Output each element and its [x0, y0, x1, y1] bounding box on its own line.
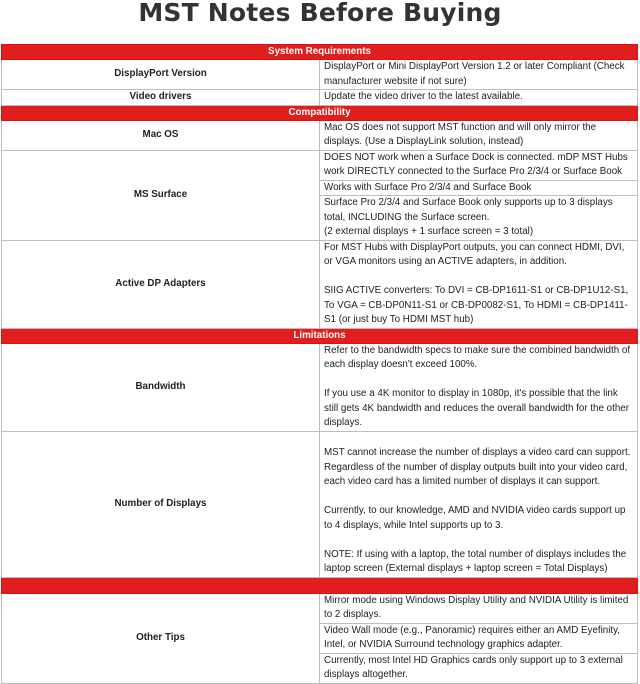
section-title: System Requirements [2, 45, 638, 60]
row-text: DisplayPort or Mini DisplayPort Version 1.2 or later Compliant (Check manufacturer website if not sure) [320, 60, 638, 90]
section-title: Compatibility [2, 105, 638, 120]
row-text: Surface Pro 2/3/4 and Surface Book only supports up to 3 displays total, INCLUDING the Surface screen. [324, 197, 613, 223]
row-text: MST cannot increase the number of displays a video card can support. Regardless of the number of display outputs built into your video card, each video card has a limited number of displays it can support. [324, 447, 631, 487]
row-text: (2 external displays + 1 surface screen = 3 total) [324, 226, 534, 237]
notes-table [1, 44, 638, 684]
row-text: Mac OS does not support MST function and will only mirror the displays. (Use a DisplayLink solution, instead) [320, 120, 638, 150]
row-text-block [320, 431, 638, 577]
row-text: DOES NOT work when a Surface Dock is connected. mDP MST Hubs work DIRECTLY connected to the Surface Pro 2/3/4 or Surface Book [320, 150, 638, 180]
section-header-limitations [2, 328, 638, 343]
row-label: Active DP Adapters [2, 240, 320, 328]
row-label: Bandwidth [2, 343, 320, 431]
page-title: MST Notes Before Buying [138, 0, 502, 27]
table-row-other-tips-1 [2, 593, 638, 623]
row-text: NOTE: If using with a laptop, the total number of displays includes the laptop screen (External displays + laptop screen = Total Displays) [324, 548, 627, 574]
row-text: SIIG ACTIVE converters: To DVI = CB-DP1611-S1 or CB-DP1U12-S1, To VGA = CB-DP0N11-S1 or CB-DP0082-S1, To HDMI = CB-DP1411-S1 (or just buy To HDMI MST hub) [324, 285, 629, 325]
table-row-ms-surface-1 [2, 150, 638, 180]
row-text: Update the video driver to the latest available. [320, 90, 638, 106]
row-text: Currently, most Intel HD Graphics cards only support up to 3 external displays altogether. [320, 653, 638, 683]
row-label: Mac OS [2, 120, 320, 150]
section-header-system-requirements [2, 45, 638, 60]
table-row-number-of-displays [2, 431, 638, 577]
section-header-blank [2, 577, 638, 593]
row-text: Refer to the bandwidth specs to make sure the combined bandwidth of each display doesn't exceed 100%. [324, 344, 631, 370]
row-label: Video drivers [2, 90, 320, 106]
row-text: Video Wall mode (e.g., Panoramic) requires either an AMD Eyefinity, Intel, or NVIDIA Surround technology graphics adapter. [320, 623, 638, 653]
row-text-block [320, 343, 638, 431]
row-text: If you use a 4K monitor to display in 1080p, it's possible that the link still gets 4K bandwidth and reduces the overall bandwidth for the other displays. [324, 388, 629, 428]
table-row-bandwidth [2, 343, 638, 431]
row-text-block [320, 240, 638, 328]
row-text-block [320, 196, 638, 241]
section-title: Limitations [2, 328, 638, 343]
row-label: MS Surface [2, 150, 320, 240]
section-header-compatibility [2, 105, 638, 120]
row-label: Other Tips [2, 593, 320, 683]
row-text: Works with Surface Pro 2/3/4 and Surface Book [320, 180, 638, 196]
table-row-video-drivers [2, 90, 638, 106]
row-label: Number of Displays [2, 431, 320, 577]
row-text: Currently, to our knowledge, AMD and NVIDIA video cards support up to 4 displays, while Intel supports up to 3. [324, 505, 626, 531]
table-row-displayport-version [2, 60, 638, 90]
row-text: For MST Hubs with DisplayPort outputs, you can connect HDMI, DVI, or VGA monitors using an ACTIVE adapters, in addition. [324, 241, 625, 267]
table-row-active-dp-adapters [2, 240, 638, 328]
row-label: DisplayPort Version [2, 60, 320, 90]
table-row-mac-os [2, 120, 638, 150]
row-text: Mirror mode using Windows Display Utility and NVIDIA Utility is limited to 2 displays. [320, 593, 638, 623]
section-title [2, 577, 638, 593]
